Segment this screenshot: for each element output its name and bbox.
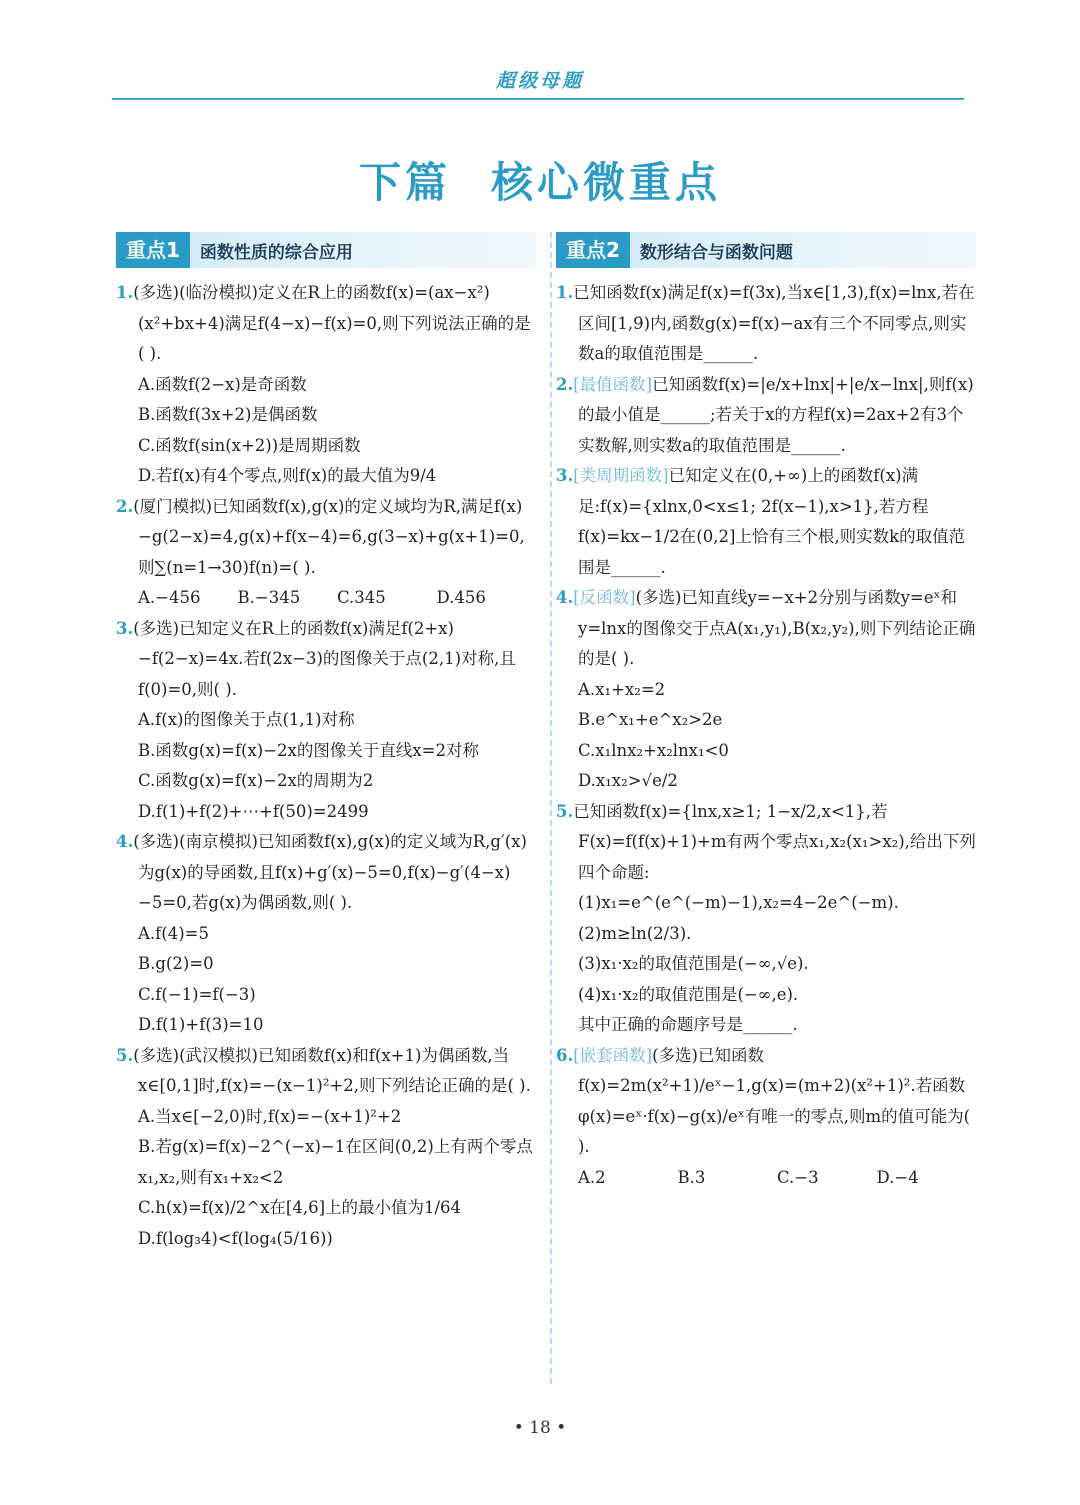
option-item: D.x₁x₂>√e/2 <box>578 771 678 790</box>
left-column <box>116 232 536 1254</box>
question-item <box>116 614 536 828</box>
question-stem <box>556 461 976 583</box>
option-item: D.若f(x)有4个零点,则f(x)的最大值为9/4 <box>138 466 437 485</box>
question-stem <box>556 1041 976 1163</box>
question-stem <box>556 370 976 462</box>
option-item: B.3 <box>677 1167 706 1187</box>
page-title-subtitle: 核心微重点 <box>491 158 722 207</box>
question-number: 4. <box>556 588 574 607</box>
option-item: C.−3 <box>777 1167 819 1187</box>
question-list <box>556 278 976 1193</box>
question-number: 6. <box>556 1045 574 1065</box>
option-item: (3)x₁·x₂的取值范围是(−∞,√e). <box>578 954 809 973</box>
section-badge: 重点2 <box>556 232 630 268</box>
option-item: D.f(log₃4)<f(log₄(5/16)) <box>138 1228 333 1248</box>
question-item <box>116 492 536 614</box>
section-badge: 重点1 <box>116 232 190 268</box>
header-rule <box>112 98 964 100</box>
question-stem <box>116 614 536 706</box>
question-tag: [最值函数] <box>573 374 653 394</box>
question-item <box>116 827 536 1041</box>
option-item: A.f(x)的图像关于点(1,1)对称 <box>138 710 355 729</box>
option-row <box>116 583 536 614</box>
option-item: D.f(1)+f(3)=10 <box>138 1015 264 1034</box>
question-text: (多选)已知函数f(x)=2m(x²+1)/eˣ−1,g(x)=(m+2)(x²+1)².若函数φ(x)=eˣ·f(x)−g(x)/eˣ有唯一的零点,则m的值可能为( ). <box>578 1045 971 1156</box>
section-header-1 <box>116 232 536 268</box>
question-number: 1. <box>116 283 134 302</box>
question-item <box>556 583 976 797</box>
right-column <box>556 232 976 1193</box>
question-text: (多选)已知直线y=−x+2分别与函数y=eˣ和y=lnx的图像交于点A(x₁,y₁),B(x₂,y₂),则下列结论正确的是( ). <box>578 588 976 668</box>
question-number: 3. <box>116 618 134 638</box>
question-number: 5. <box>116 1045 134 1065</box>
question-item <box>556 1041 976 1194</box>
option-item: B.g(2)=0 <box>138 954 214 973</box>
question-stem <box>556 583 976 675</box>
option-item: C.f(−1)=f(−3) <box>138 984 256 1004</box>
question-number: 4. <box>116 832 134 851</box>
question-item <box>556 461 976 583</box>
option-item: (4)x₁·x₂的取值范围是(−∞,e). <box>578 984 799 1004</box>
question-list <box>116 278 536 1254</box>
option-item: A.x₁+x₂=2 <box>578 679 666 699</box>
page-title-part: 下篇 <box>358 158 451 207</box>
question-number: 3. <box>556 466 574 485</box>
option-item: C.h(x)=f(x)/2^x在[4,6]上的最小值为1/64 <box>138 1198 462 1217</box>
option-item: B.若g(x)=f(x)−2^(−x)−1在区间(0,2)上有两个零点x₁,x₂,则有x₁+x₂<2 <box>138 1137 533 1187</box>
option-item: D.−4 <box>876 1167 919 1187</box>
option-item: (2)m≥ln(2/3). <box>578 923 692 943</box>
question-text: (多选)(南京模拟)已知函数f(x),g(x)的定义域为R,g′(x)为g(x)的导函数,且f(x)+g′(x)−5=0,f(x)−g′(4−x)−5=0,若g(x)为偶函数,则( ). <box>133 832 527 912</box>
option-item: C.345 <box>337 588 386 607</box>
question-stem <box>116 278 536 370</box>
page-title <box>0 150 1080 210</box>
question-number: 2. <box>556 374 574 394</box>
question-item <box>556 278 976 370</box>
option-item: A.函数f(2−x)是奇函数 <box>138 374 307 394</box>
question-stem <box>116 492 536 584</box>
option-item: D.456 <box>436 588 486 607</box>
option-item: B.e^x₁+e^x₂>2e <box>578 710 723 729</box>
option-item: A.2 <box>578 1167 606 1187</box>
question-stem <box>556 278 976 370</box>
column-divider <box>550 232 552 1384</box>
question-number: 2. <box>116 496 134 516</box>
question-item <box>556 370 976 462</box>
option-item: C.函数g(x)=f(x)−2x的周期为2 <box>138 771 374 790</box>
question-text: 已知函数f(x)满足f(x)=f(3x),当x∈[1,3),f(x)=lnx,若在区间[1,9)内,函数g(x)=f(x)−ax有三个不同零点,则实数a的取值范围是______. <box>573 283 975 363</box>
header-title: 超级母题 <box>495 70 584 92</box>
question-text: 已知函数f(x)={lnx,x≥1; 1−x/2,x<1},若F(x)=f(f(x)+1)+m有两个零点x₁,x₂(x₁>x₂),给出下列四个命题: <box>573 801 976 882</box>
question-text: (多选)(武汉模拟)已知函数f(x)和f(x+1)为偶函数,当x∈[0,1]时,f(x)=−(x−1)²+2,则下列结论正确的是( ). <box>133 1045 531 1095</box>
question-tag: [嵌套函数] <box>573 1045 653 1065</box>
question-text: (多选)(临汾模拟)定义在R上的函数f(x)=(ax−x²)(x²+bx+4)满足f(4−x)−f(x)=0,则下列说法正确的是( ). <box>133 283 531 363</box>
option-item: D.f(1)+f(2)+⋯+f(50)=2499 <box>138 801 369 821</box>
section-title: 数形结合与函数问题 <box>639 242 793 263</box>
section-title: 函数性质的综合应用 <box>199 242 353 263</box>
option-item: A.当x∈[−2,0)时,f(x)=−(x+1)²+2 <box>138 1106 402 1126</box>
question-stem <box>116 827 536 919</box>
option-item: C.x₁lnx₂+x₂lnx₁<0 <box>578 740 729 760</box>
question-stem <box>116 1041 536 1102</box>
option-item: B.−345 <box>237 588 301 607</box>
option-item: A.f(4)=5 <box>138 923 209 943</box>
question-tag: [类周期函数] <box>573 466 669 485</box>
option-item: (1)x₁=e^(e^(−m)−1),x₂=4−2e^(−m). <box>578 893 899 912</box>
page-number: • 18 • <box>513 1418 567 1438</box>
question-item <box>556 797 976 1041</box>
question-number: 5. <box>556 801 574 821</box>
question-item <box>116 1041 536 1255</box>
option-item: B.函数g(x)=f(x)−2x的图像关于直线x=2对称 <box>138 740 479 760</box>
option-item: C.函数f(sin(x+2))是周期函数 <box>138 435 361 455</box>
option-item: B.函数f(3x+2)是偶函数 <box>138 405 318 424</box>
option-row <box>556 1163 976 1194</box>
question-text: (厦门模拟)已知函数f(x),g(x)的定义域均为R,满足f(x)−g(2−x)=4,g(x)+f(x−4)=6,g(3−x)+g(x+1)=0,则∑(n=1→30)f(n)=( ). <box>133 496 525 577</box>
question-tag: [反函数] <box>573 588 636 607</box>
question-stem <box>556 797 976 889</box>
question-text: 已知定义在(0,+∞)上的函数f(x)满足:f(x)={xlnx,0<x≤1; 2f(x−1),x>1},若方程f(x)=kx−1/2在(0,2]上恰有三个根,则实数k的取值范围是______. <box>578 466 966 577</box>
question-item <box>116 278 536 492</box>
section-header-2 <box>556 232 976 268</box>
question-text: (多选)已知定义在R上的函数f(x)满足f(2+x)−f(2−x)=4x.若f(2x−3)的图像关于点(2,1)对称,且f(0)=0,则( ). <box>133 618 516 699</box>
question-number: 1. <box>556 283 574 302</box>
option-item: A.−456 <box>138 588 201 607</box>
question-text: 已知函数f(x)=|e/x+lnx|+|e/x−lnx|,则f(x)的最小值是______;若关于x的方程f(x)=2ax+2有3个实数解,则实数a的取值范围是______. <box>578 374 974 455</box>
option-item: 其中正确的命题序号是______. <box>578 1015 798 1034</box>
